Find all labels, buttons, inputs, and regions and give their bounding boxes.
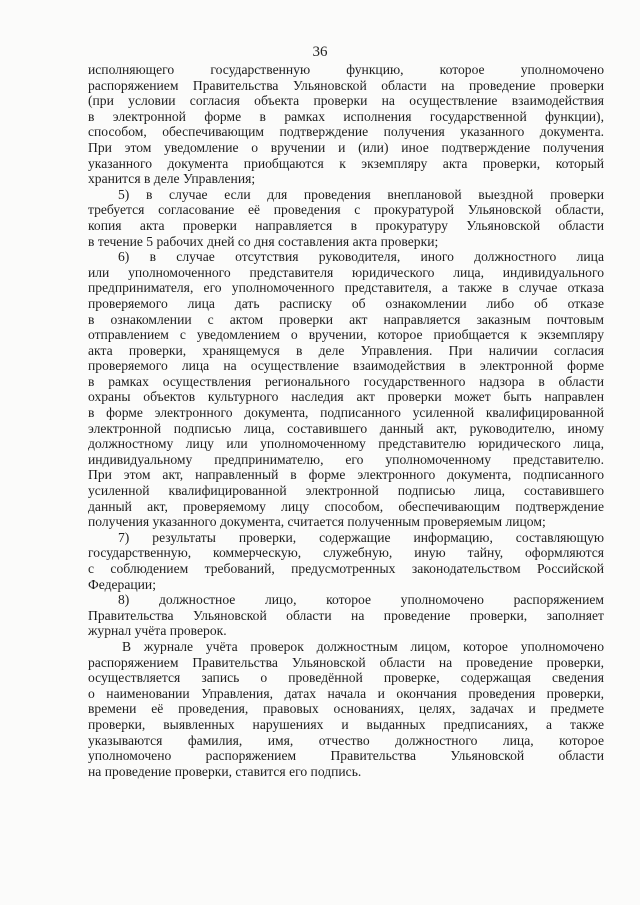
text-line: в рамках осуществления регионального государственного надзора в области: [88, 373, 604, 389]
text-line: В журнале учёта проверок должностным лицом, которое уполномочено: [122, 638, 604, 654]
text-line: с соблюдением требований, предусмотренных законодательством Российской: [88, 561, 604, 576]
text-line: указываются фамилия, имя, отчество должностного лица, которое: [88, 732, 604, 748]
text-line: проверяемого лица на осуществление взаимодействия в электронной форме: [88, 358, 604, 374]
text-line: охраны объектов культурного наследия акт проверки может быть направлен: [88, 389, 604, 405]
text-line: При этом уведомление о вручении и (или) иное подтверждение получения: [88, 139, 604, 155]
text-line: журнал учёта проверок.: [88, 623, 227, 639]
text-line: акта проверки, хранящемуся в деле Управления. При наличии согласия: [88, 342, 604, 358]
document-body: [88, 62, 604, 779]
text-line: на проведение проверки, ставится его подпись.: [88, 763, 362, 779]
text-line: При этом акт, направленный в форме электронного документа, подписанного: [88, 467, 604, 483]
text-line: о наименовании Управления, датах начала и окончания проведения проверки,: [88, 685, 604, 701]
text-line: 6) в случае отсутствия руководителя, иного должностного лица: [118, 249, 604, 265]
text-line: отправлением с уведомлением о вручении, которое приобщается к экземпляру: [88, 327, 604, 343]
text-line: исполняющего государственную функцию, которое уполномочено: [88, 62, 604, 77]
text-line: данный акт, проверяемому лицу способом, обеспечивающим подтверждение: [88, 498, 604, 514]
text-line: электронной подписью лица, составившего данный акт, руководителю, иному: [88, 420, 604, 436]
text-line: проверки, выявленных нарушениях и выданных предписаниях, а также: [88, 716, 604, 732]
text-line: хранится в деле Управления;: [88, 171, 256, 187]
text-line: времени её проведения, правовых основаниях, целях, задачах и предмете: [88, 701, 604, 717]
text-line: индивидуальному предпринимателю, его уполномоченному представителю.: [88, 451, 604, 467]
text-line: в ознакомлении с актом проверки акт направляется заказным почтовым: [88, 311, 604, 327]
text-line: указанного документа приобщаются к экземпляру акта проверки, который: [88, 155, 604, 171]
text-line: усиленной квалифицированной электронной подписью лица, составившего: [88, 483, 604, 499]
text-line: 8) должностное лицо, которое уполномочено распоряжением: [118, 592, 604, 608]
text-line: предпринимателя, его уполномоченного представителя, а также в случае отказа: [88, 280, 604, 296]
text-line: в течение 5 рабочих дней со дня составления акта проверки;: [88, 233, 439, 249]
text-line: в электронной форме в рамках исполнения государственной функции),: [88, 108, 604, 124]
text-line: или уполномоченного представителя юридического лица, индивидуального: [88, 264, 604, 280]
text-line: копия акта проверки направляется в прокуратуру Ульяновской области: [88, 217, 604, 233]
text-line: 5) в случае если для проведения внеплановой выездной проверки: [118, 186, 604, 202]
text-line: проверяемого лица дать расписку об ознакомлении либо об отказе: [88, 295, 604, 311]
text-line: должностному лицу или уполномоченному представителю юридического лица,: [88, 436, 604, 452]
text-line: распоряжением Правительства Ульяновской области на проведение проверки: [88, 77, 604, 93]
text-line: осуществляется запись о проведённой проверке, содержащая сведения: [88, 670, 604, 686]
text-line: 7) результаты проверки, содержащие информацию, составляющую: [118, 529, 604, 545]
text-line: в форме электронного документа, подписанного усиленной квалифицированной: [88, 405, 604, 421]
text-line: государственную, коммерческую, служебную, иную тайну, оформляются: [88, 545, 604, 561]
page-number: 36: [312, 44, 328, 60]
text-line: способом, обеспечивающим подтверждение получения указанного документа.: [88, 124, 604, 140]
text-line: Правительства Ульяновской области на проведение проверки, заполняет: [88, 607, 604, 623]
text-line: Федерации;: [88, 576, 156, 592]
text-line: получения указанного документа, считается полученным проверяемым лицом;: [88, 514, 546, 530]
text-line: требуется согласование её проведения с прокуратурой Ульяновской области,: [88, 202, 604, 218]
text-line: уполномочено распоряжением Правительства Ульяновской области: [88, 748, 604, 764]
text-line: распоряжением Правительства Ульяновской области на проведение проверки,: [88, 654, 604, 670]
text-line: (при условии согласия объекта проверки на осуществление взаимодействия: [88, 93, 604, 109]
